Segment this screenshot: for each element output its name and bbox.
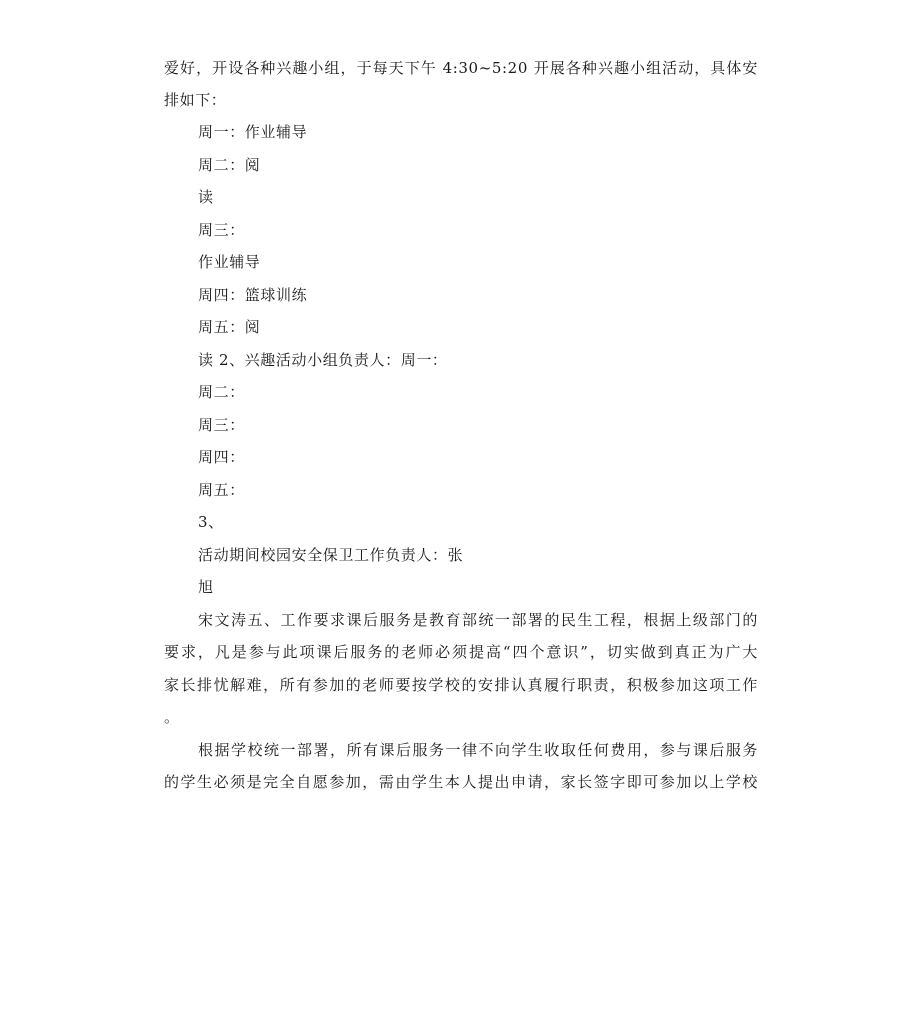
schedule-line: 周三： [198, 416, 245, 434]
schedule-line: 读 [198, 188, 214, 206]
paragraph-line: 宋文涛五、工作要求课后服务是教育部统一部署的民生工程，根据上级部门的 [198, 611, 758, 629]
schedule-line: 读 2、兴趣活动小组负责人：周一： [198, 351, 448, 369]
paragraph-line: 排如下： [164, 91, 227, 109]
schedule-line: 周二：阅 [198, 156, 261, 174]
paragraph-line: 爱好，开设各种兴趣小组，于每天下午 4:30~5:20 开展各种兴趣小组活动，具体安 [164, 59, 758, 77]
paragraph-line: 的学生必须是完全自愿参加，需由学生本人提出申请，家长签字即可参加以上学校 [164, 773, 758, 791]
schedule-line: 周三： [198, 221, 245, 239]
schedule-line: 作业辅导 [198, 253, 261, 271]
schedule-line: 周四： [198, 448, 245, 466]
schedule-line: 周五：阅 [198, 318, 261, 336]
paragraph-line: 根据学校统一部署，所有课后服务一律不向学生收取任何费用，参与课后服务 [198, 741, 758, 759]
schedule-line: 周一：作业辅导 [198, 123, 308, 141]
schedule-line: 周二： [198, 383, 245, 401]
paragraph-line: 家长排忧解难，所有参加的老师要按学校的安排认真履行职责，积极参加这项工作 [164, 676, 758, 694]
schedule-line: 3、 [198, 513, 224, 531]
schedule-line: 旭 [198, 578, 214, 596]
paragraph-line: 要求，凡是参与此项课后服务的老师必须提高“四个意识”，切实做到真正为广大 [164, 643, 758, 661]
paragraph-line: 。 [164, 708, 180, 726]
schedule-line: 活动期间校园安全保卫工作负责人：张 [198, 546, 464, 564]
schedule-line: 周五： [198, 481, 245, 499]
schedule-line: 周四：篮球训练 [198, 286, 308, 304]
